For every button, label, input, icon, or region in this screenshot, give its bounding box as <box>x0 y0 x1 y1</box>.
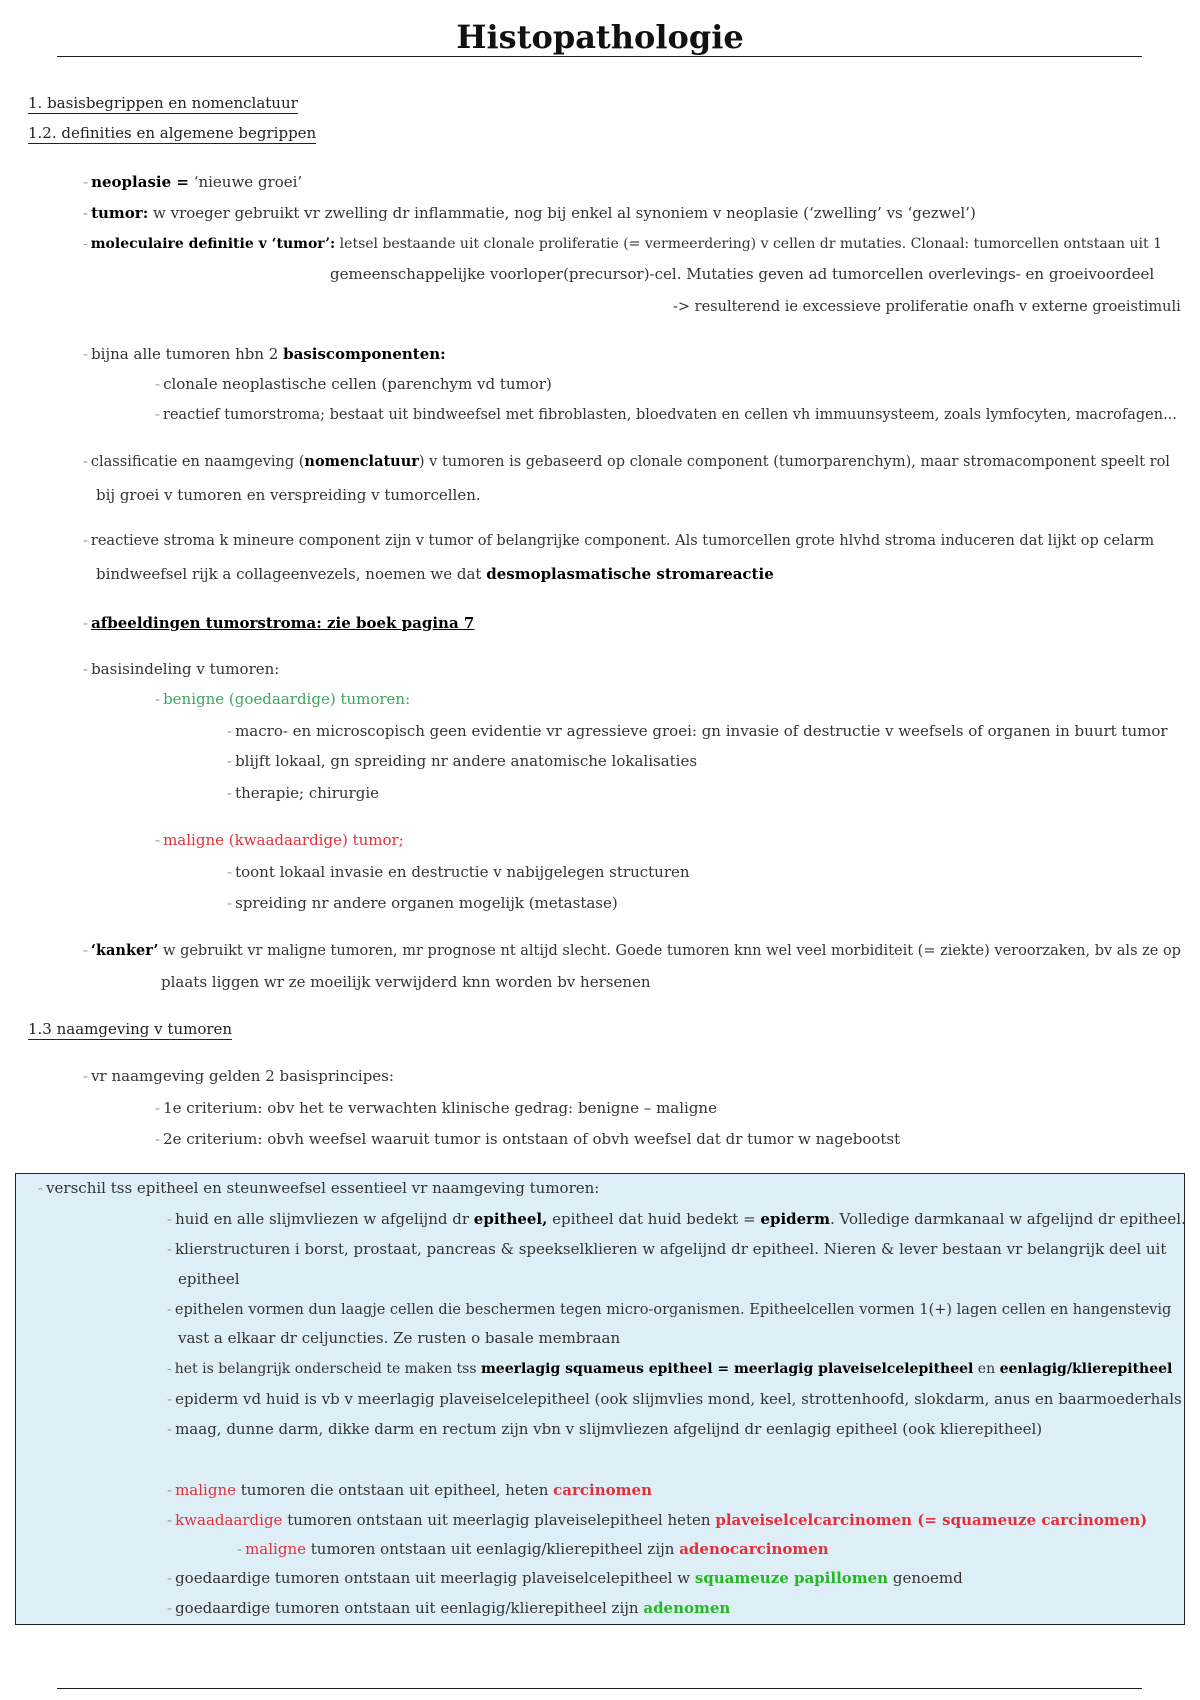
def-moleculair: - moleculaire definitie v ‘tumor’: letsel bestaande uit clonale proliferatie (= vermeerdering) v cellen dr mutaties. Clonaal: tumorcellen ontstaan uit 1 <box>83 236 1162 252</box>
box-item: - het is belangrijk onderscheid te maken tss meerlagig squameus epitheel = meerlagig plaveiselcelepitheel en eenlagig/klierepitheel <box>167 1361 1173 1377</box>
stroma-cont: bindweefsel rijk a collageenvezels, noemen we dat desmoplasmatische stromareactie <box>96 565 774 583</box>
naam-intro: - vr naamgeving gelden 2 basisprincipes: <box>83 1067 394 1085</box>
maligne-heading: - maligne (kwaadaardige) tumor; <box>155 831 404 849</box>
heading-1-3: 1.3 naamgeving v tumoren <box>28 1020 233 1038</box>
kanker: - ‘kanker’ w gebruikt vr maligne tumoren, mr prognose nt altijd slecht. Goede tumoren knn wel veel morbiditeit (= ziekte) veroorzaken, bv als ze op <box>83 942 1181 959</box>
classificatie-cont: bij groei v tumoren en verspreiding v tumorcellen. <box>96 486 481 504</box>
kanker-cont: plaats liggen wr ze moeilijk verwijderd knn worden bv hersenen <box>161 973 651 991</box>
def-moleculair-cont: gemeenschappelijke voorloper(precursor)-cel. Mutaties geven ad tumorcellen overlevings- en groeivoordeel <box>330 265 1155 283</box>
heading-1: 1. basisbegrippen en nomenclatuur <box>28 94 298 112</box>
box-item-kwaadaardig: - kwaadaardige tumoren ontstaan uit meerlagig plaveiselepitheel heten plaveiselcelcarcinomen (= squameuze carcinomen) <box>167 1511 1148 1529</box>
benigne-item: - therapie; chirurgie <box>227 784 379 802</box>
heading-1-2: 1.2. definities en algemene begrippen <box>28 124 317 142</box>
box-item-cont: vast a elkaar dr celjuncties. Ze rusten o basale membraan <box>178 1329 621 1347</box>
box-item-maligne: - maligne tumoren ontstaan uit eenlagig/klierepitheel zijn adenocarcinomen <box>237 1540 829 1558</box>
box-item: - epiderm vd huid is vb v meerlagig plaveiselcelepitheel (ook slijmvlies mond, keel, strottenhoofd, slokdarm, anus en baarmoederhals <box>167 1390 1182 1408</box>
def-tumor: - tumor: w vroeger gebruikt vr zwelling dr inflammatie, nog bij enkel al synoniem v neoplasie (‘zwelling’ vs ‘gezwel’) <box>83 204 976 222</box>
benigne-item: - blijft lokaal, gn spreiding nr andere anatomische lokalisaties <box>227 752 698 770</box>
title-rule <box>57 56 1142 57</box>
box-item: - maag, dunne darm, dikke darm en rectum zijn vbn v slijmvliezen afgelijnd dr eenlagig epitheel (ook klierepitheel) <box>167 1420 1043 1438</box>
classificatie: - classificatie en naamgeving (nomenclatuur) v tumoren is gebaseerd op clonale component (tumorparenchym), maar stromacomponent speelt rol <box>83 453 1170 470</box>
box-item-goedaardig: - goedaardige tumoren ontstaan uit eenlagig/klierepitheel zijn adenomen <box>167 1599 731 1617</box>
page-title: Histopathologie <box>456 18 744 56</box>
box-item-maligne: - maligne tumoren die ontstaan uit epitheel, heten carcinomen <box>167 1481 652 1499</box>
box-intro: - verschil tss epitheel en steunweefsel essentieel vr naamgeving tumoren: <box>38 1179 600 1197</box>
indeling-intro: - basisindeling v tumoren: <box>83 660 280 678</box>
box-item: - epithelen vormen dun laagje cellen die beschermen tegen micro-organismen. Epitheelcellen vormen 1(+) lagen cellen en hangenstevig <box>167 1302 1172 1318</box>
box-item: - klierstructuren i borst, prostaat, pancreas & speekselklieren w afgelijnd dr epitheel. Nieren & lever bestaan vr belangrijk deel uit <box>167 1240 1167 1258</box>
box-item-cont: epitheel <box>178 1270 240 1288</box>
basis-intro: - bijna alle tumoren hbn 2 basiscomponenten: <box>83 345 446 363</box>
basis-item-2: - reactief tumorstroma; bestaat uit bindweefsel met fibroblasten, bloedvaten en cellen vh immuunsysteem, zoals lymfocyten, macrofagen... <box>155 407 1177 423</box>
footer-rule <box>57 1688 1142 1689</box>
basis-item-1: - clonale neoplastische cellen (parenchym vd tumor) <box>155 375 552 393</box>
box-item: - huid en alle slijmvliezen w afgelijnd dr epitheel, epitheel dat huid bedekt = epiderm. Volledige darmkanaal w afgelijnd dr epitheel. <box>167 1210 1186 1228</box>
def-neoplasie: - neoplasie = ‘nieuwe groei’ <box>83 173 303 191</box>
box-item-goedaardig: - goedaardige tumoren ontstaan uit meerlagig plaveiselcelepitheel w squameuze papillomen genoemd <box>167 1569 963 1587</box>
def-moleculair-result: -> resulterend ie excessieve proliferatie onafh v externe groeistimuli <box>673 299 1181 315</box>
naam-criterium: - 1e criterium: obv het te verwachten klinische gedrag: benigne – maligne <box>155 1099 717 1117</box>
naam-criterium: - 2e criterium: obvh weefsel waaruit tumor is ontstaan of obvh weefsel dat dr tumor w nagebootst <box>155 1130 901 1148</box>
stroma: - reactieve stroma k mineure component zijn v tumor of belangrijke component. Als tumorcellen grote hlvhd stroma induceren dat lijkt op celarm <box>83 533 1155 549</box>
maligne-item: - toont lokaal invasie en destructie v nabijgelegen structuren <box>227 863 690 881</box>
benigne-heading: - benigne (goedaardige) tumoren: <box>155 690 411 708</box>
afbeeldingen-note: - afbeeldingen tumorstroma: zie boek pagina 7 <box>83 614 475 632</box>
maligne-item: - spreiding nr andere organen mogelijk (metastase) <box>227 894 618 912</box>
benigne-item: - macro- en microscopisch geen evidentie vr agressieve groei: gn invasie of destructie v weefsels of organen in buurt tumor <box>227 722 1168 740</box>
